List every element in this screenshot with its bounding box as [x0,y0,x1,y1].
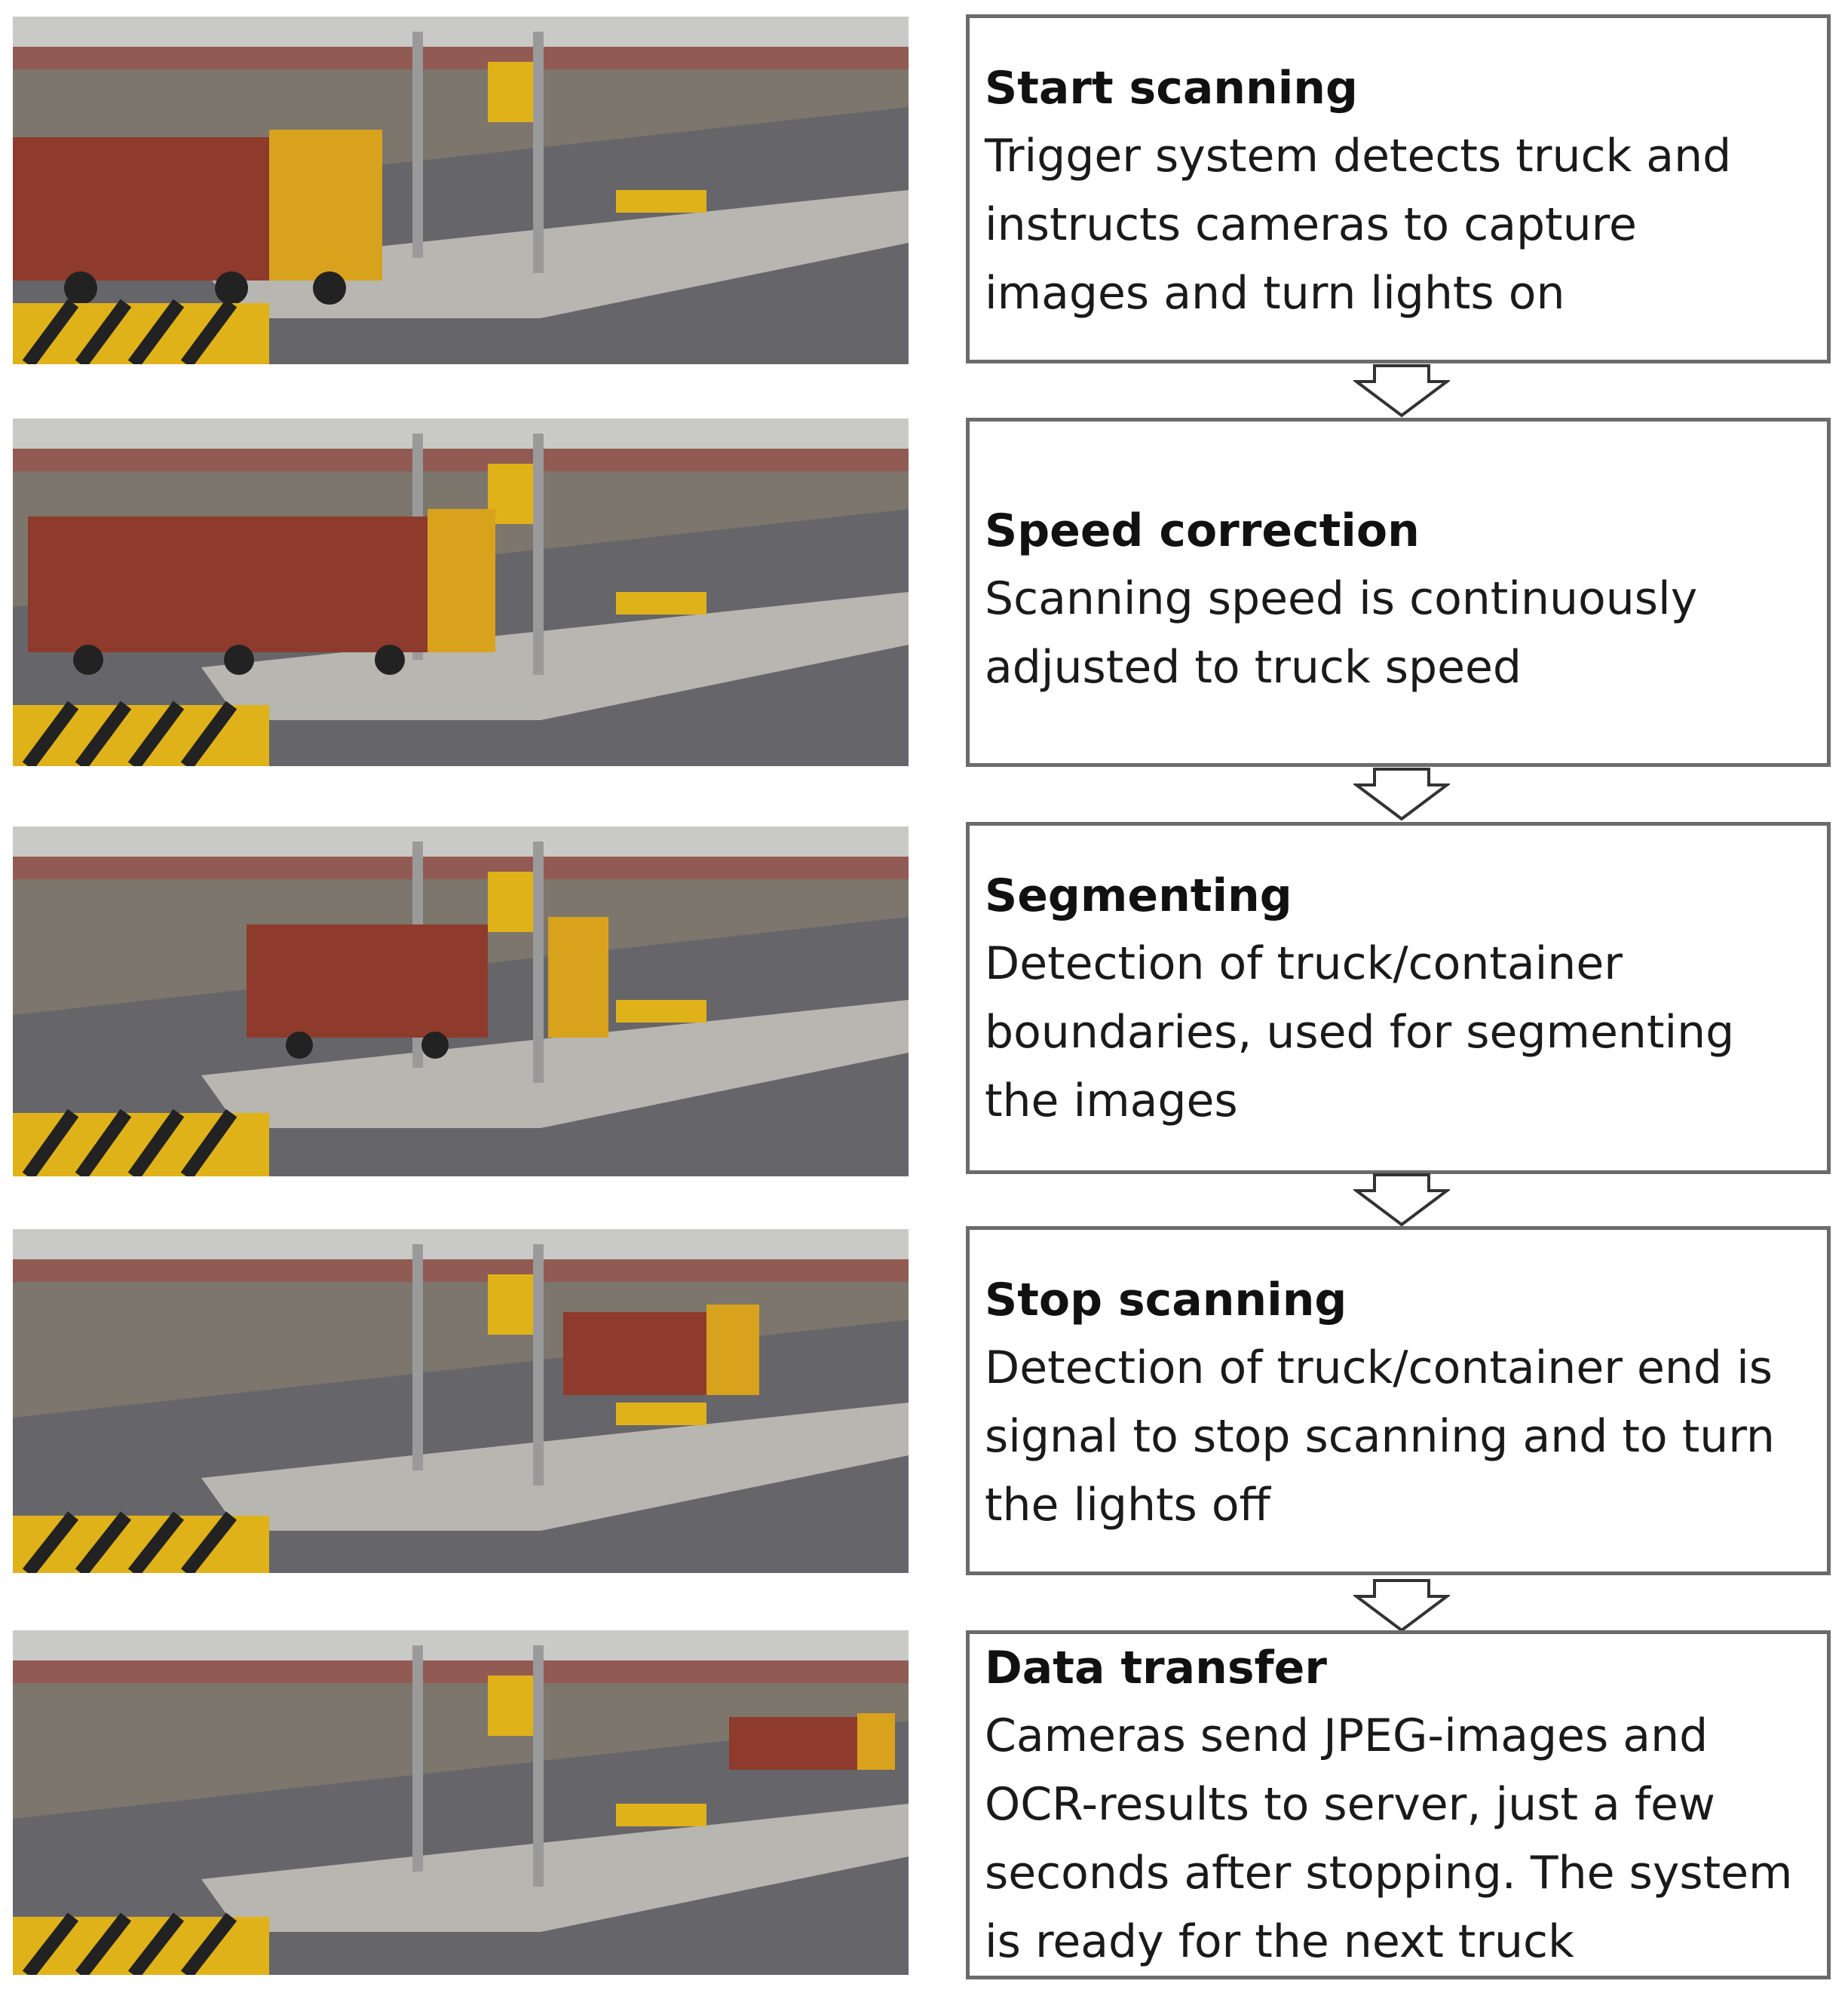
step-box-segmenting [966,822,1831,1174]
truck-entering-gate-photo [13,17,909,364]
step-box-speed-correction [966,418,1831,767]
step-box-stop-scanning [966,1226,1831,1575]
step-box-start-scanning [966,14,1831,363]
step-title: Segmenting [985,869,1292,922]
step-title: Speed correction [985,504,1420,557]
step-description: Trigger system detects truck and instructs cameras to capture images and turn lights on [985,130,1732,320]
step-description: Cameras send JPEG-images and OCR-results to server, just a few seconds after stopping. The system is ready for the next truck [985,1709,1793,1968]
down-arrow-icon [1353,1578,1450,1633]
truck-departed-gate-photo [13,1630,909,1975]
gate-photo-5 [13,1630,909,1975]
step-description: Detection of truck/container end is signal to stop scanning and to turn the lights off [985,1341,1775,1532]
truck-leaving-gate-photo [13,1229,909,1573]
truck-passing-gate-photo [13,826,909,1176]
truck-in-gate-photo [13,419,909,766]
step-description: Detection of truck/container boundaries, used for segmenting the images [985,937,1735,1127]
step-title: Start scanning [985,62,1358,115]
step-title: Data transfer [985,1642,1327,1694]
step-description: Scanning speed is continuously adjusted to truck speed [985,572,1698,694]
down-arrow-icon [1353,363,1450,418]
step-box-data-transfer [966,1630,1831,1979]
step-title: Stop scanning [985,1274,1347,1326]
gate-photo-4 [13,1229,909,1573]
gate-photo-2 [13,419,909,766]
down-arrow-icon [1353,1173,1450,1227]
gate-photo-1 [13,17,909,364]
down-arrow-icon [1353,767,1450,821]
gate-photo-3 [13,826,909,1176]
